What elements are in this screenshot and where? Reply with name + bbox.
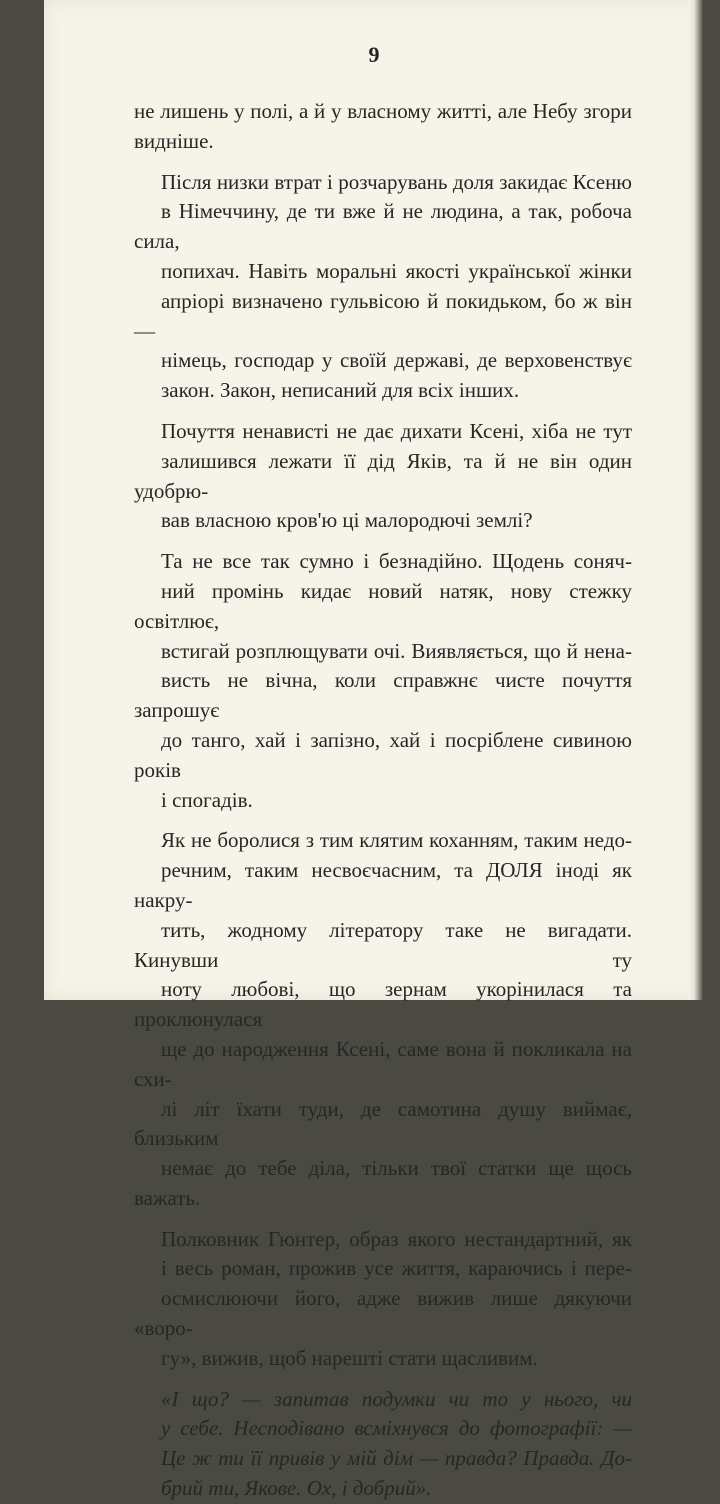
text-line: речним, таким несвоєчасним, та ДОЛЯ іноді як накру- [134,858,632,912]
paragraph-2 [134,168,632,406]
text-line: Після низки втрат і розчарувань доля закидає Ксеню [161,169,632,194]
text-line: «І що? — запитав подумки чи то у нього, чи [161,1386,632,1411]
text-line: лі літ їхати туди, де самотина душу виймає, близьким [134,1096,632,1151]
text-line: встигай розплющувати очі. Виявляється, що й нена- [161,638,632,663]
text-line: і спогадів. [161,787,253,812]
page-edge-shadow [688,0,704,1000]
page-number: 9 [368,42,380,67]
text-line: гу», вижив, щоб нарешті стати щасливим. [161,1345,538,1370]
text-line: залишився лежати її дід Яків, та й не він один удобрю- [134,448,632,503]
quote-paragraph [134,1385,632,1504]
paragraph-3 [134,417,632,536]
text-line: брий ти, Якове. Ох, і добрий». [161,1476,432,1501]
text-line: в Німеччину, де ти вже й не людина, а так, робоча сила, [134,199,632,254]
text-line: Як не боролися з тим клятим коханням, таким недо- [161,828,632,853]
paragraph-6 [134,1225,632,1374]
text-line: і весь роман, прожив усе життя, караючись і пере- [161,1256,632,1281]
text-line: вав власною кров'ю ці малородючі землі? [161,508,533,533]
text-line: осмислюючи його, адже вижив лише дякуючи «воро- [134,1286,632,1341]
text-line: Почуття ненависті не дає дихати Ксені, хіба не тут [161,418,632,443]
text-line: Це ж ти її привів у мій дім — правда? Правда. До- [161,1446,632,1471]
text-line: ний промінь кидає новий натяк, нову стежку освітлює, [134,578,632,633]
text-line: попихач. Навіть моральні якості української жінки [161,258,632,283]
paragraph-5 [134,826,632,1213]
text-line: Полковник Гюнтер, образ якого нестандартний, як [161,1226,632,1251]
text-line: у себе. Несподівано всміхнувся до фотографії: — [161,1416,632,1441]
text-line: закон. Закон, неписаний для всіх інших. [161,378,520,403]
text-line: немає до тебе діла, тільки твої статки ще щось важать. [134,1156,632,1210]
paragraph-1 [134,97,632,157]
paragraph-4 [134,547,632,815]
text-line: видніше. [134,128,214,153]
text-line: Та не все так сумно і безнадійно. Щодень соняч- [161,549,632,574]
text-line: тить, жодному літератору таке не вигадати. Кинувши ту [134,917,632,972]
text-line: німець, господар у своїй державі, де верховенствує [161,348,632,373]
body-text [134,97,632,1504]
text-line: не лишень у полі, а й у власному житті, але Небу згори [134,99,632,123]
text-line: ще до народження Ксені, саме вона й покликала на схи- [134,1036,632,1091]
text-line: висть не вічна, коли справжнє чисте почуття запрошує [134,668,632,723]
text-line: апріорі визначено гульвісою й покидьком, бо ж він — [134,288,632,343]
text-line: ноту любові, що зернам укорінилася та проклюнулася [134,977,632,1032]
text-line: до танго, хай і запізно, хай і посріблене сивиною років [134,727,632,782]
book-page [44,0,704,1501]
